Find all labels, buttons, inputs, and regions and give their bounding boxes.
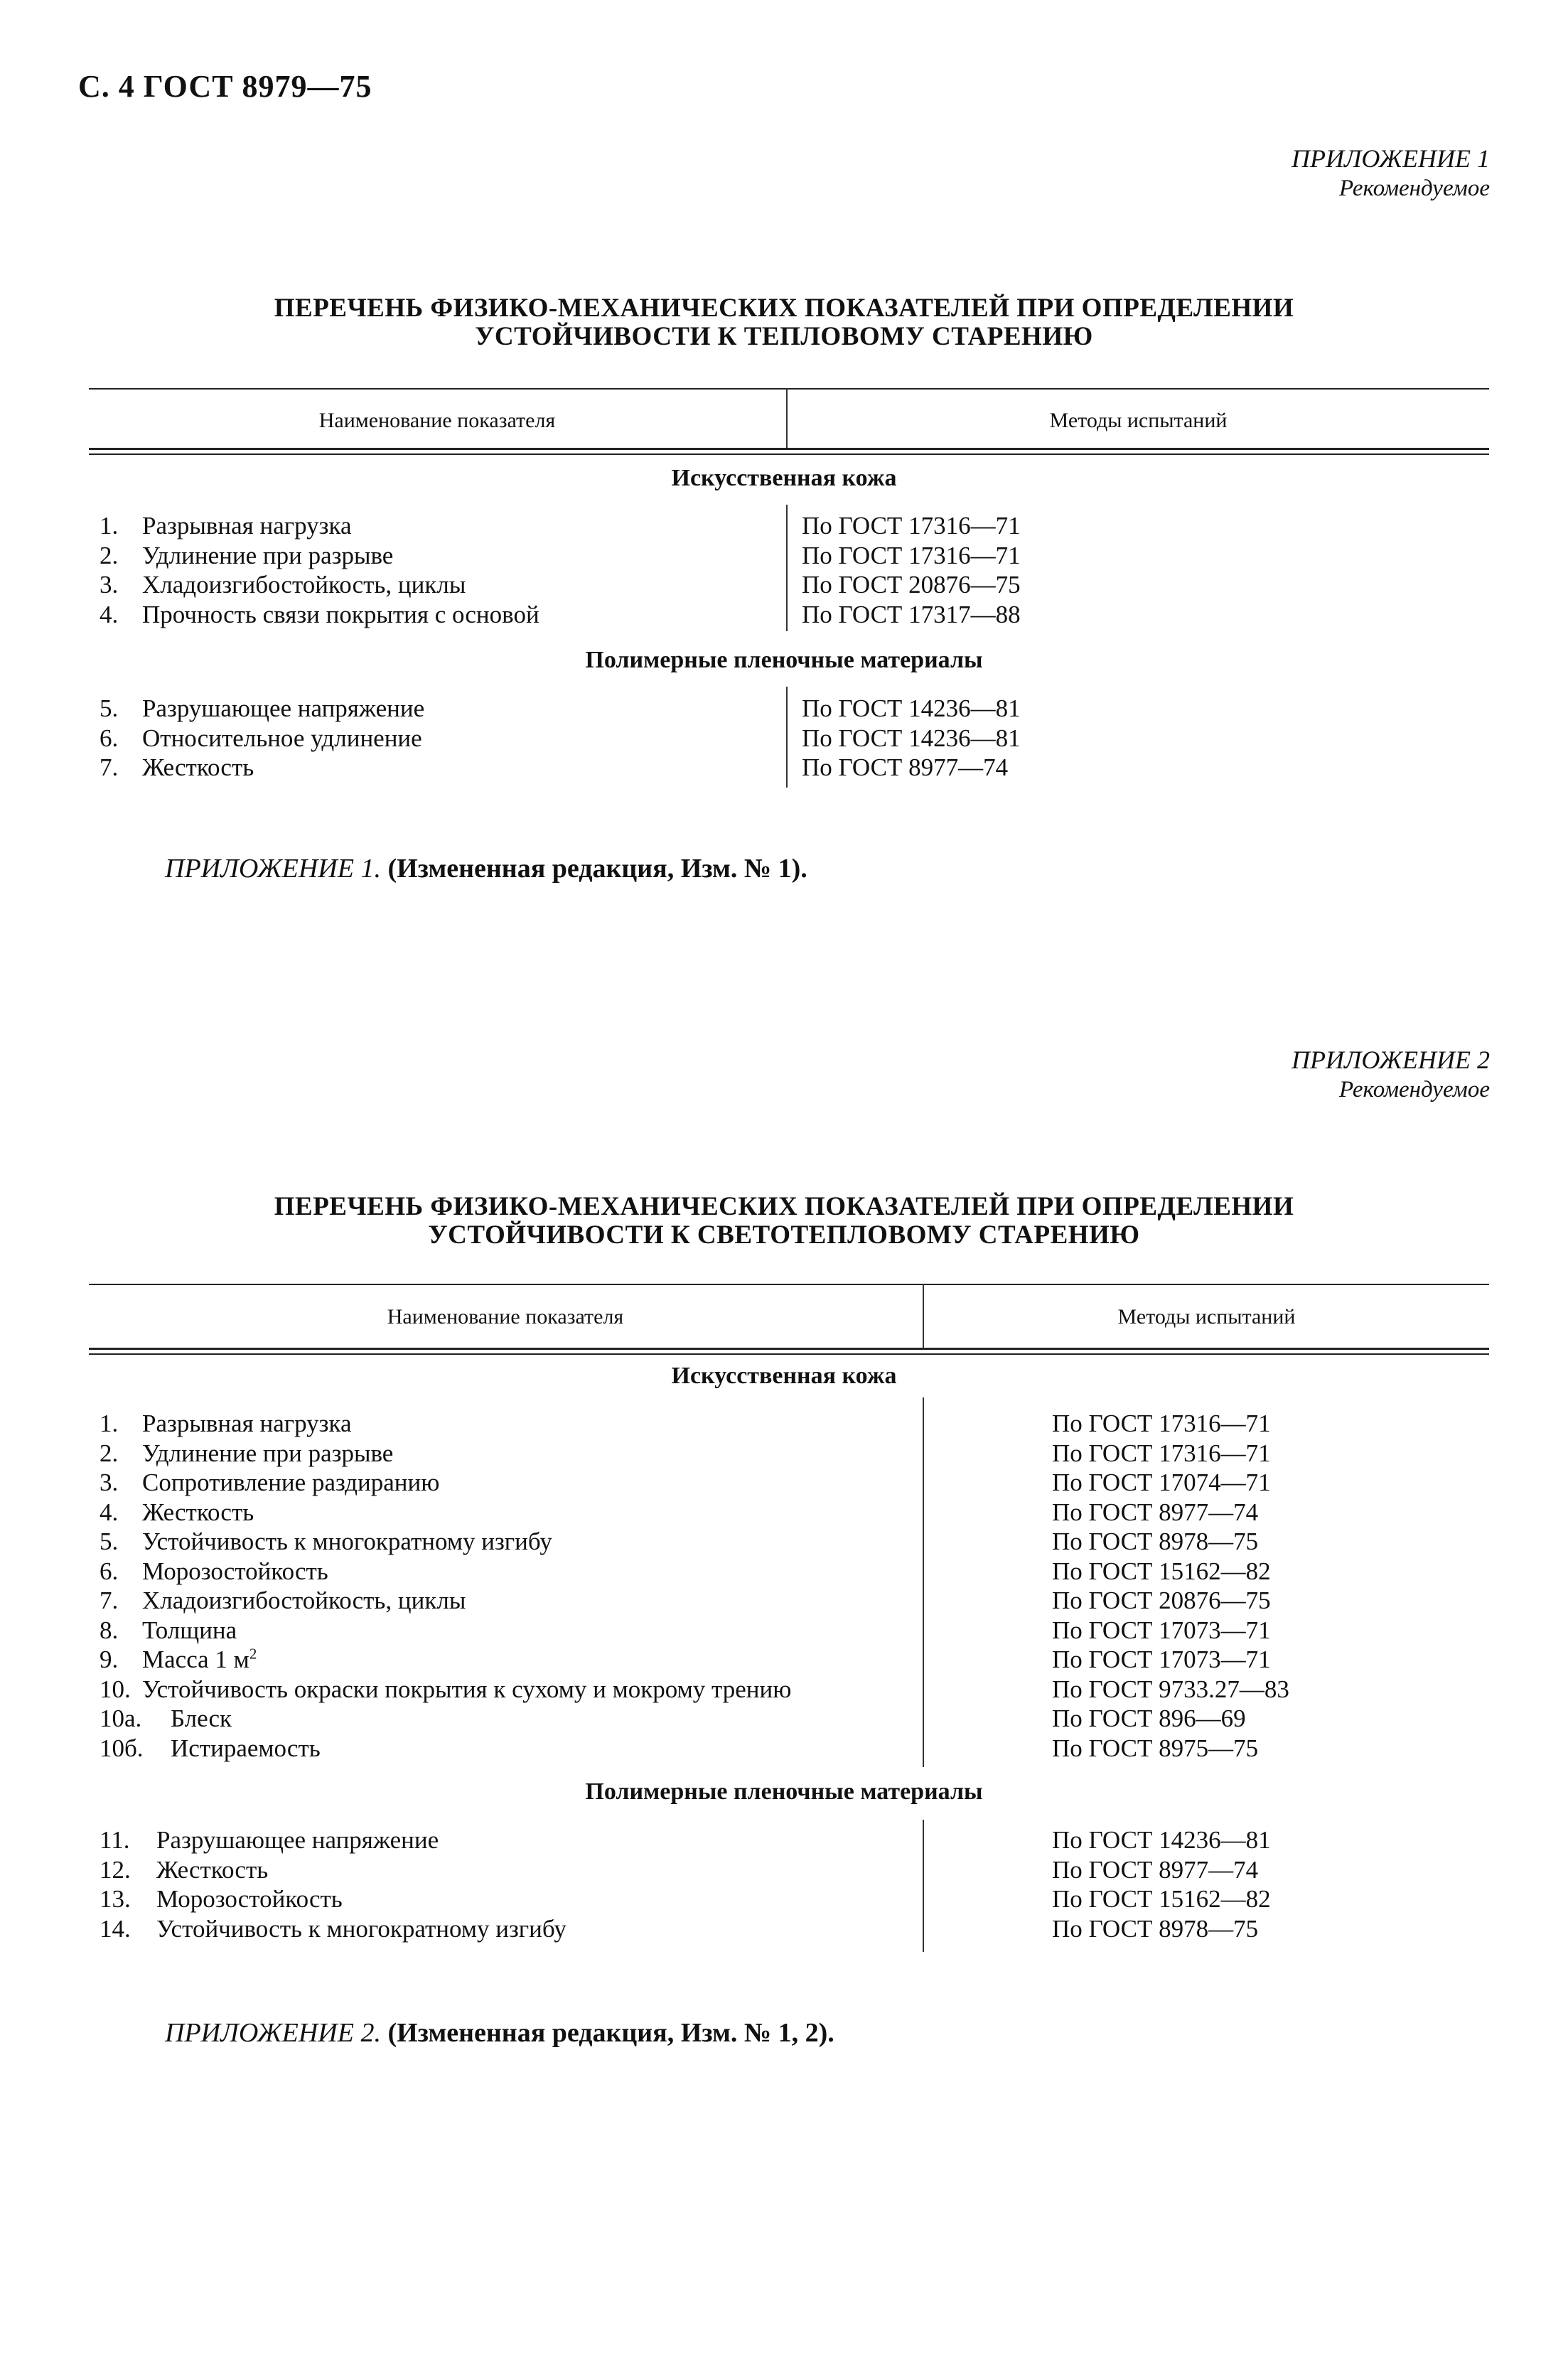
table-1-top-rule bbox=[89, 388, 1489, 390]
table-2-group-2-divider bbox=[923, 1820, 924, 1952]
list-item: 6. Морозостойкость bbox=[100, 1557, 328, 1585]
list-item: По ГОСТ 14236—81 bbox=[802, 694, 1021, 722]
table-2-col-method-header: Методы испытаний bbox=[1117, 1305, 1296, 1329]
list-item: 4. Прочность связи покрытия с основой bbox=[100, 600, 539, 628]
table-1-col-method-header: Методы испытаний bbox=[1049, 409, 1228, 432]
list-item: 1. Разрывная нагрузка bbox=[100, 512, 352, 540]
appendix-2-title-line2: УСТОЙЧИВОСТИ К СВЕТОТЕПЛОВОМУ СТАРЕНИЮ bbox=[428, 1220, 1140, 1250]
table-1-group-1-names bbox=[100, 511, 539, 629]
list-item: 13. Морозостойкость bbox=[100, 1885, 343, 1913]
table-1-group-2-title: Полимерные пленочные материалы bbox=[585, 647, 983, 673]
list-item: 14. Устойчивость к многократному изгибу bbox=[100, 1914, 566, 1943]
superscript-2: 2 bbox=[249, 1645, 257, 1663]
list-item: По ГОСТ 896—69 bbox=[1052, 1705, 1246, 1732]
list-item: По ГОСТ 14236—81 bbox=[1052, 1826, 1271, 1854]
table-1-group-2-methods bbox=[802, 694, 1021, 783]
list-item: По ГОСТ 9733.27—83 bbox=[1052, 1675, 1289, 1703]
list-item: 5. Устойчивость к многократному изгибу bbox=[100, 1528, 552, 1555]
appendix-1-footnote-text: (Измененная редакция, Изм. № 1). bbox=[387, 854, 807, 884]
table-1-group-1-divider bbox=[786, 505, 788, 631]
appendix-2-footnote bbox=[165, 2017, 834, 2049]
table-2-top-rule bbox=[89, 1284, 1489, 1285]
table-1-col-name-header: Наименование показателя bbox=[318, 409, 556, 432]
table-1-group-2-names bbox=[100, 694, 424, 783]
list-item: По ГОСТ 17073—71 bbox=[1052, 1646, 1271, 1673]
appendix-2-label-block bbox=[1292, 1045, 1490, 1105]
list-item: 10а. Блеск bbox=[100, 1705, 232, 1732]
appendix-2-title bbox=[0, 1193, 1568, 1250]
list-item: 8. Толщина bbox=[100, 1616, 237, 1644]
appendix-1-label-block bbox=[1292, 144, 1490, 203]
list-item: 4. Жесткость bbox=[100, 1498, 254, 1526]
table-2-col-name-header: Наименование показателя bbox=[387, 1305, 624, 1329]
list-item: По ГОСТ 8978—75 bbox=[1052, 1528, 1259, 1555]
table-2-group-1-divider bbox=[923, 1397, 924, 1767]
appendix-1-footnote-label: ПРИЛОЖЕНИЕ 1. bbox=[165, 854, 381, 884]
list-item: 2. Удлинение при разрыве bbox=[100, 541, 394, 569]
list-item: По ГОСТ 17074—71 bbox=[1052, 1469, 1271, 1496]
appendix-2-footnote-text: (Измененная редакция, Изм. № 1, 2). bbox=[387, 2018, 834, 2048]
appendix-1-footnote bbox=[165, 853, 807, 884]
list-item: По ГОСТ 14236—81 bbox=[802, 724, 1021, 752]
list-item: По ГОСТ 8977—74 bbox=[802, 753, 1009, 781]
list-item: 5. Разрушающее напряжение bbox=[100, 694, 425, 722]
list-item: 10. Устойчивость окраски покрытия к сухому и мокрому трению bbox=[100, 1675, 792, 1703]
appendix-2-footnote-label: ПРИЛОЖЕНИЕ 2. bbox=[165, 2018, 381, 2048]
table-2-group-1-title: Искусственная кожа bbox=[671, 1363, 897, 1389]
appendix-2-status: Рекомендуемое bbox=[1338, 1077, 1490, 1102]
appendix-2-title-line1: ПЕРЕЧЕНЬ ФИЗИКО-МЕХАНИЧЕСКИХ ПОКАЗАТЕЛЕЙ ПРИ ОПРЕДЕЛЕНИИ bbox=[274, 1192, 1294, 1221]
appendix-2-label: ПРИЛОЖЕНИЕ 2 bbox=[1292, 1046, 1490, 1074]
list-item: По ГОСТ 17316—71 bbox=[802, 512, 1021, 540]
table-2-group-2-methods bbox=[1052, 1825, 1271, 1943]
list-item: 10б. Истираемость bbox=[100, 1734, 321, 1762]
list-item: По ГОСТ 17316—71 bbox=[1052, 1439, 1271, 1467]
table-2-group-2-names bbox=[100, 1825, 566, 1943]
table-1-group-1-title: Искусственная кожа bbox=[671, 465, 897, 491]
appendix-1-label: ПРИЛОЖЕНИЕ 1 bbox=[1292, 144, 1490, 173]
list-item: По ГОСТ 15162—82 bbox=[1052, 1885, 1271, 1913]
table-1-header-divider bbox=[786, 388, 788, 448]
list-item: 6. Относительное удлинение bbox=[100, 724, 422, 752]
list-item: По ГОСТ 8977—74 bbox=[1052, 1855, 1259, 1884]
list-item: 2. Удлинение при разрыве bbox=[100, 1439, 394, 1467]
table-1-group-1-methods bbox=[802, 511, 1021, 629]
list-item: 7. Хладоизгибостойкость, циклы bbox=[100, 1587, 466, 1614]
list-item: 1. Разрывная нагрузка bbox=[100, 1410, 352, 1437]
list-item: По ГОСТ 20876—75 bbox=[802, 571, 1021, 599]
list-item: По ГОСТ 17317—88 bbox=[802, 600, 1021, 628]
table-2-header-divider bbox=[923, 1284, 924, 1349]
table-2-group-2-title: Полимерные пленочные материалы bbox=[585, 1778, 983, 1805]
list-item: По ГОСТ 17316—71 bbox=[802, 541, 1021, 569]
list-item: По ГОСТ 15162—82 bbox=[1052, 1557, 1271, 1585]
list-item: По ГОСТ 20876—75 bbox=[1052, 1587, 1271, 1614]
list-item: По ГОСТ 8978—75 bbox=[1052, 1914, 1259, 1943]
appendix-1-title-line2: УСТОЙЧИВОСТИ К ТЕПЛОВОМУ СТАРЕНИЮ bbox=[475, 322, 1093, 351]
table-1-group-2-divider bbox=[786, 687, 788, 788]
appendix-1-title bbox=[0, 294, 1568, 351]
list-item: По ГОСТ 8975—75 bbox=[1052, 1734, 1259, 1762]
appendix-1-status: Рекомендуемое bbox=[1338, 176, 1490, 201]
table-2-header-rule bbox=[89, 1348, 1489, 1355]
page-header: С. 4 ГОСТ 8979—75 bbox=[78, 69, 372, 104]
list-item: 11. Разрушающее напряжение bbox=[100, 1826, 439, 1854]
table-1-header-rule bbox=[89, 448, 1489, 455]
list-item: 3. Сопротивление раздиранию bbox=[100, 1469, 440, 1496]
table-2-group-1-methods bbox=[1052, 1409, 1289, 1763]
list-item: По ГОСТ 17316—71 bbox=[1052, 1410, 1271, 1437]
table-2-group-1-names bbox=[100, 1409, 791, 1763]
list-item: 12. Жесткость bbox=[100, 1855, 269, 1884]
list-item: 9. Масса 1 $м^2$ bbox=[100, 1645, 257, 1673]
appendix-1-title-line1: ПЕРЕЧЕНЬ ФИЗИКО-МЕХАНИЧЕСКИХ ПОКАЗАТЕЛЕЙ ПРИ ОПРЕДЕЛЕНИИ bbox=[274, 294, 1294, 323]
list-item: По ГОСТ 17073—71 bbox=[1052, 1616, 1271, 1644]
list-item: 3. Хладоизгибостойкость, циклы bbox=[100, 571, 466, 599]
list-item: 7. Жесткость bbox=[100, 753, 254, 781]
list-item: По ГОСТ 8977—74 bbox=[1052, 1498, 1259, 1526]
